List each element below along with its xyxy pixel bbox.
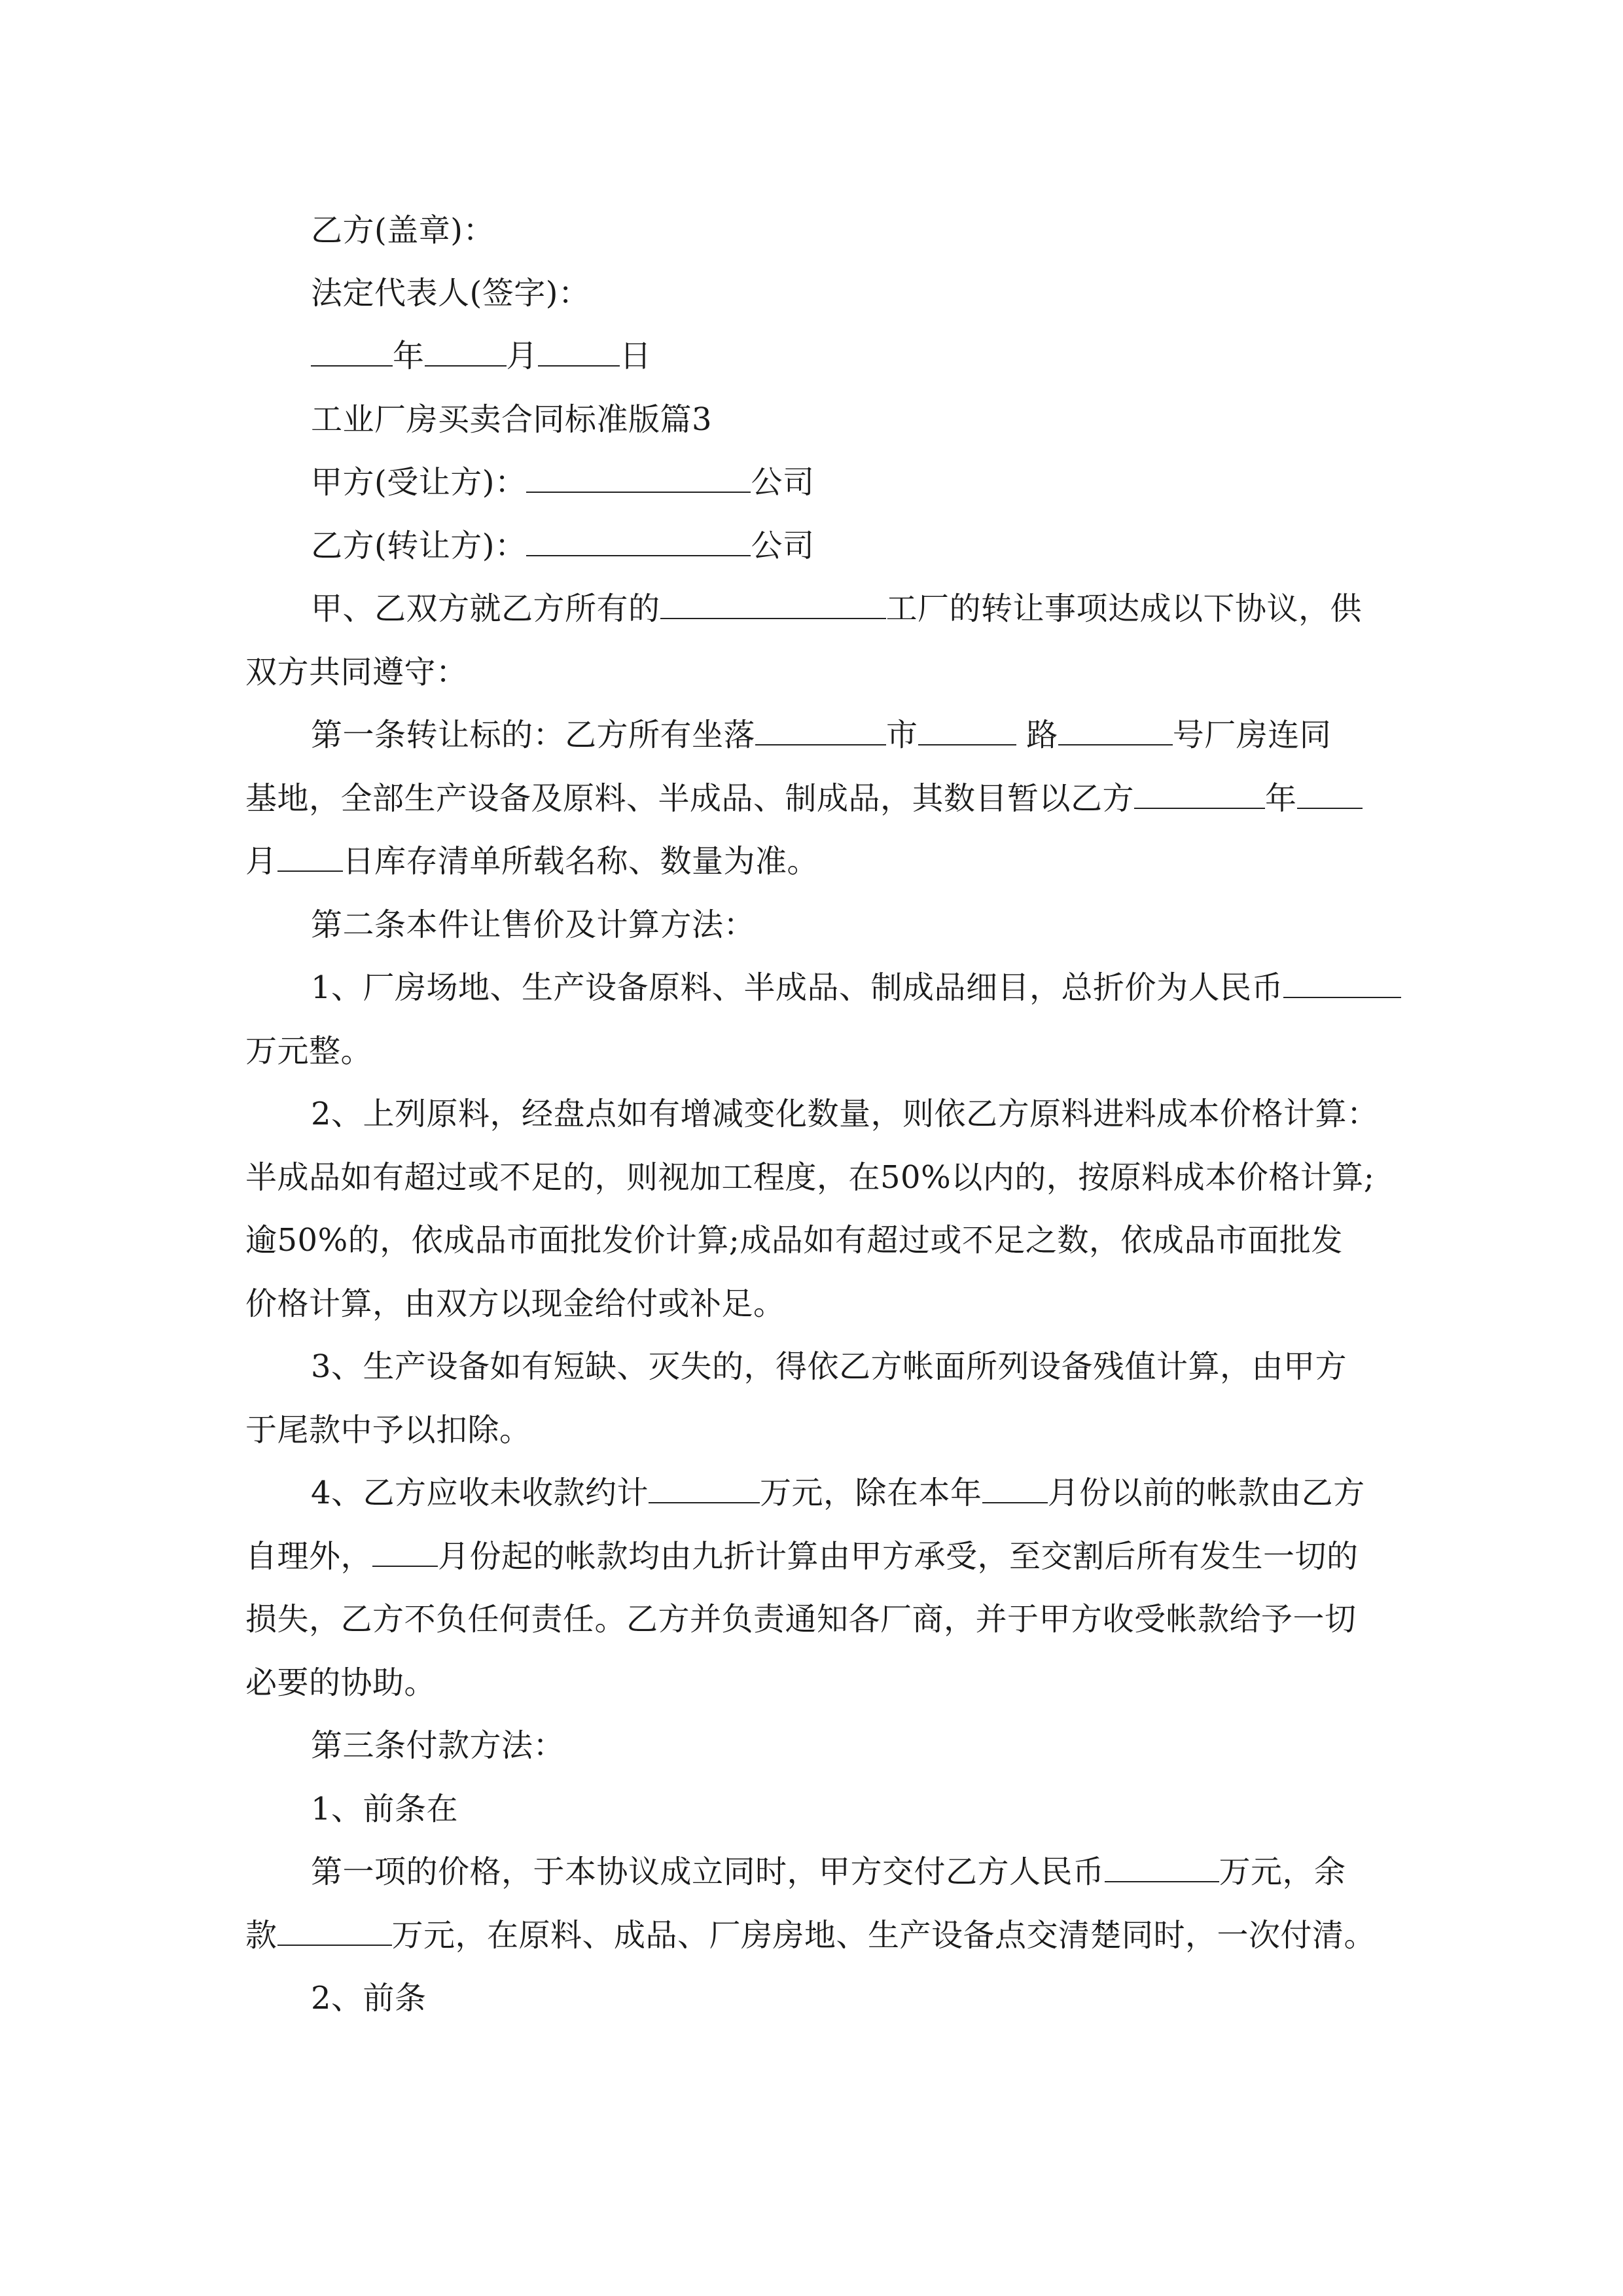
- text-line: [0, 1537, 1623, 1576]
- text-line: [0, 1663, 1623, 1702]
- text-line: [0, 1852, 1623, 1892]
- text-segment: 款: [245, 1917, 277, 1954]
- fill-blank: [660, 589, 886, 619]
- fill-blank: [277, 842, 343, 872]
- text-segment: 乙方(转让方)：: [311, 528, 527, 564]
- fill-blank: [425, 336, 507, 367]
- party-a-line: [0, 463, 1623, 502]
- text-segment: 月份起的帐款均由九折计算由甲方承受，至交割后所有发生一切的: [438, 1538, 1359, 1575]
- text-segment: 万元，除在本年: [760, 1475, 982, 1511]
- text-segment: 月: [506, 338, 539, 374]
- text-line: [0, 1031, 1623, 1071]
- text-segment: 第二条本件让售价及计算方法：: [311, 906, 756, 943]
- text-segment: 路: [1016, 717, 1058, 753]
- text-segment: 3、生产设备如有短缺、灭失的，得依乙方帐面所列设备残值计算，由甲方: [311, 1348, 1347, 1385]
- text-line: [0, 1347, 1623, 1386]
- text-segment: 日库存清单所载名称、数量为准。: [342, 843, 819, 880]
- fill-blank: [372, 1537, 438, 1567]
- fill-blank: [1134, 779, 1265, 809]
- text-line: [0, 1158, 1623, 1197]
- text-segment: 万元整。: [245, 1033, 373, 1069]
- text-segment: 工厂的转让事项达成以下协议，供: [885, 590, 1363, 627]
- text-line: [0, 1410, 1623, 1450]
- fill-blank: [277, 1916, 392, 1946]
- text-segment: 第一条转让标的：乙方所有坐落: [311, 717, 756, 753]
- text-line: [0, 842, 1623, 881]
- text-segment: 甲、乙双方就乙方所有的: [311, 590, 660, 627]
- text-segment: 必要的协助。: [245, 1664, 437, 1701]
- text-line: [0, 968, 1623, 1007]
- text-segment: 1、前条在: [311, 1791, 459, 1827]
- text-line: [0, 1221, 1623, 1260]
- fill-blank: [526, 463, 751, 493]
- text-segment: 双方共同遵守：: [245, 654, 468, 691]
- text-line: [0, 653, 1623, 692]
- fill-blank: [538, 336, 620, 367]
- text-line: [0, 1284, 1623, 1323]
- date-line: [0, 336, 1623, 376]
- text-segment: 1、厂房场地、生产设备原料、半成品、制成品细目，总折价为人民币: [311, 969, 1284, 1006]
- text-segment: 万元，余: [1219, 1854, 1346, 1890]
- text-segment: 万元，在原料、成品、厂房房地、生产设备点交清楚同时，一次付清。: [391, 1917, 1376, 1954]
- text-segment: 甲方(受让方)：: [311, 464, 527, 501]
- text-segment: 第三条付款方法：: [311, 1727, 565, 1764]
- text-segment: 公司: [751, 528, 815, 564]
- text-segment: 工业厂房买卖合同标准版篇3: [311, 401, 713, 438]
- text-segment: 自理外，: [245, 1538, 373, 1575]
- fill-blank: [1058, 715, 1173, 745]
- text-line: [0, 1473, 1623, 1513]
- fill-blank: [755, 715, 886, 745]
- text-line: [0, 779, 1623, 818]
- fill-blank: [649, 1473, 760, 1503]
- text-segment: 月: [245, 843, 277, 880]
- text-segment: 年: [1265, 780, 1297, 817]
- text-line: [0, 1979, 1623, 2018]
- fill-blank: [526, 526, 751, 556]
- article-2-heading: [0, 905, 1623, 944]
- fill-blank: [311, 336, 393, 367]
- text-segment: 号厂房连同: [1172, 717, 1332, 753]
- fill-blank: [1297, 779, 1363, 809]
- text-segment: 市: [886, 717, 918, 753]
- text-line: [0, 1789, 1623, 1829]
- text-segment: 公司: [751, 464, 815, 501]
- fill-blank: [918, 715, 1016, 745]
- text-segment: 第一项的价格，于本协议成立同时，甲方交付乙方人民币: [311, 1854, 1105, 1890]
- text-segment: 于尾款中予以扣除。: [245, 1412, 531, 1448]
- text-segment: 价格计算，由双方以现金给付或补足。: [245, 1285, 785, 1322]
- fill-blank: [1283, 968, 1401, 998]
- article-1-line: [0, 715, 1623, 755]
- text-segment: 4、乙方应收未收款约计: [311, 1475, 649, 1511]
- text-segment: 损失，乙方不负任何责任。乙方并负责通知各厂商，并于甲方收受帐款给予一切: [245, 1601, 1357, 1638]
- text-segment: 月份以前的帐款由乙方: [1047, 1475, 1365, 1511]
- text-line: [0, 274, 1623, 313]
- text-segment: 半成品如有超过或不足的，则视加工程度，在50%以内的，按原料成本价格计算;: [245, 1159, 1375, 1196]
- section-heading: [0, 400, 1623, 439]
- fill-blank: [982, 1473, 1048, 1503]
- text-segment: 2、前条: [311, 1980, 427, 2017]
- text-line: [0, 589, 1623, 628]
- text-segment: 年: [393, 338, 425, 374]
- text-line: [0, 1600, 1623, 1639]
- text-segment: 基地，全部生产设备及原料、半成品、制成品，其数目暂以乙方: [245, 780, 1135, 817]
- text-segment: 法定代表人(签字)：: [311, 275, 590, 312]
- article-3-heading: [0, 1726, 1623, 1765]
- fill-blank: [1105, 1852, 1219, 1882]
- text-segment: 乙方(盖章)：: [311, 212, 495, 249]
- text-line: [0, 1094, 1623, 1134]
- text-segment: 2、上列原料，经盘点如有增减变化数量，则依乙方原料进料成本价格计算：: [311, 1096, 1379, 1132]
- party-b-line: [0, 526, 1623, 565]
- text-segment: 日: [620, 338, 652, 374]
- text-line: [0, 1916, 1623, 1955]
- text-line: [0, 211, 1623, 250]
- text-segment: 逾50%的，依成品市面批发价计算;成品如有超过或不足之数，依成品市面批发: [245, 1222, 1343, 1259]
